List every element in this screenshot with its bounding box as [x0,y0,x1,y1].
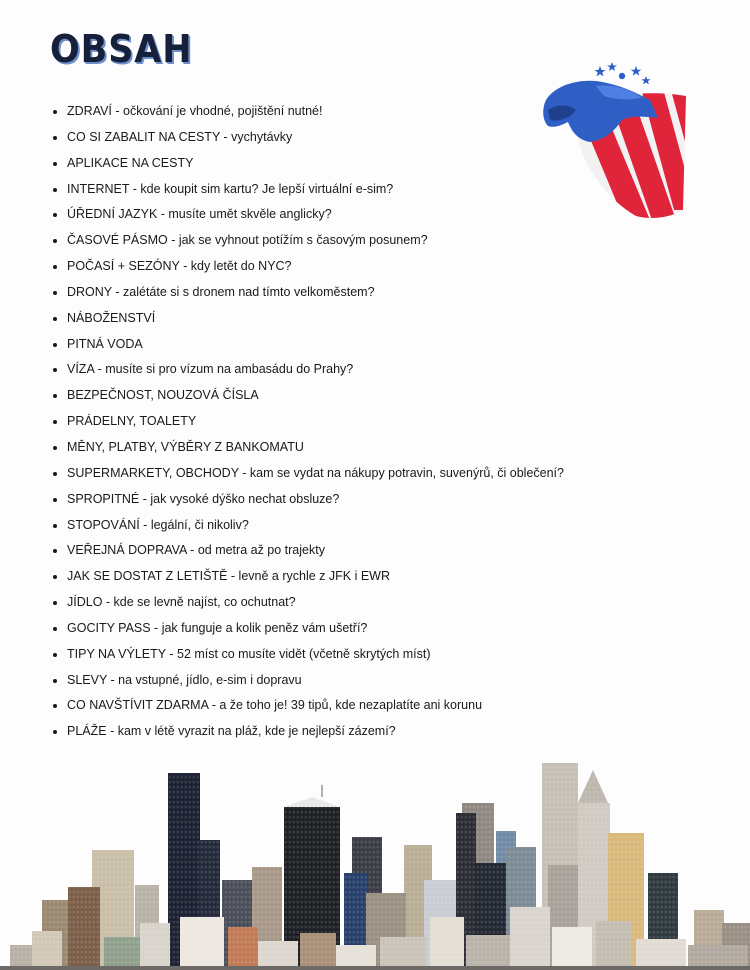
new-york-skyline [0,745,750,970]
list-item: • VÍZA - musíte si pro vízum na ambasádu do Prahy? [67,357,627,383]
list-item: • ČASOVÉ PÁSMO - jak se vyhnout potížím s časovým posunem? [67,228,627,254]
list-item: • DRONY - zalétáte si s dronem nad tímto velkoměstem? [67,280,627,306]
list-item: • ZDRAVÍ - očkování je vhodné, pojištění nutné! [67,99,627,125]
list-item: • POČASÍ + SEZÓNY - kdy letět do NYC? [67,254,627,280]
list-item: • JAK SE DOSTAT Z LETIŠTĚ - levně a rychle z JFK i EWR [67,564,627,590]
list-item: • SUPERMARKETY, OBCHODY - kam se vydat na nákupy potravin, suvenýrů, či oblečení? [67,461,627,487]
list-item: • PLÁŽE - kam v létě vyrazit na pláž, kde je nejlepší zázemí? [67,719,627,745]
list-item: • PITNÁ VODA [67,332,627,358]
list-item: • CO SI ZABALIT NA CESTY - vychytávky [67,125,627,151]
list-item: • BEZPEČNOST, NOUZOVÁ ČÍSLA [67,383,627,409]
list-item: • PRÁDELNY, TOALETY [67,409,627,435]
page-title: OBSAH [50,27,193,71]
table-of-contents [48,99,627,745]
list-item: • GOCITY PASS - jak funguje a kolik peněz vám ušetří? [67,616,627,642]
list-item: • JÍDLO - kde se levně najíst, co ochutnat? [67,590,627,616]
list-item: • STOPOVÁNÍ - legální, či nikoliv? [67,513,627,539]
list-item: • VEŘEJNÁ DOPRAVA - od metra až po trajekty [67,538,627,564]
list-item: • CO NAVŠTÍVIT ZDARMA - a že toho je! 39 tipů, kde nezaplatíte ani korunu [67,693,627,719]
list-item: • SLEVY - na vstupné, jídlo, e-sim i dopravu [67,668,627,694]
list-item: • ÚŘEDNÍ JAZYK - musíte umět skvěle anglicky? [67,202,627,228]
list-item: • APLIKACE NA CESTY [67,151,627,177]
list-item: • INTERNET - kde koupit sim kartu? Je lepší virtuální e-sim? [67,177,627,203]
list-item: • TIPY NA VÝLETY - 52 míst co musíte vidět (včetně skrytých míst) [67,642,627,668]
list-item: • NÁBOŽENSTVÍ [67,306,627,332]
list-item: • MĚNY, PLATBY, VÝBĚRY Z BANKOMATU [67,435,627,461]
list-item: • SPROPITNÉ - jak vysoké dýško nechat obsluze? [67,487,627,513]
